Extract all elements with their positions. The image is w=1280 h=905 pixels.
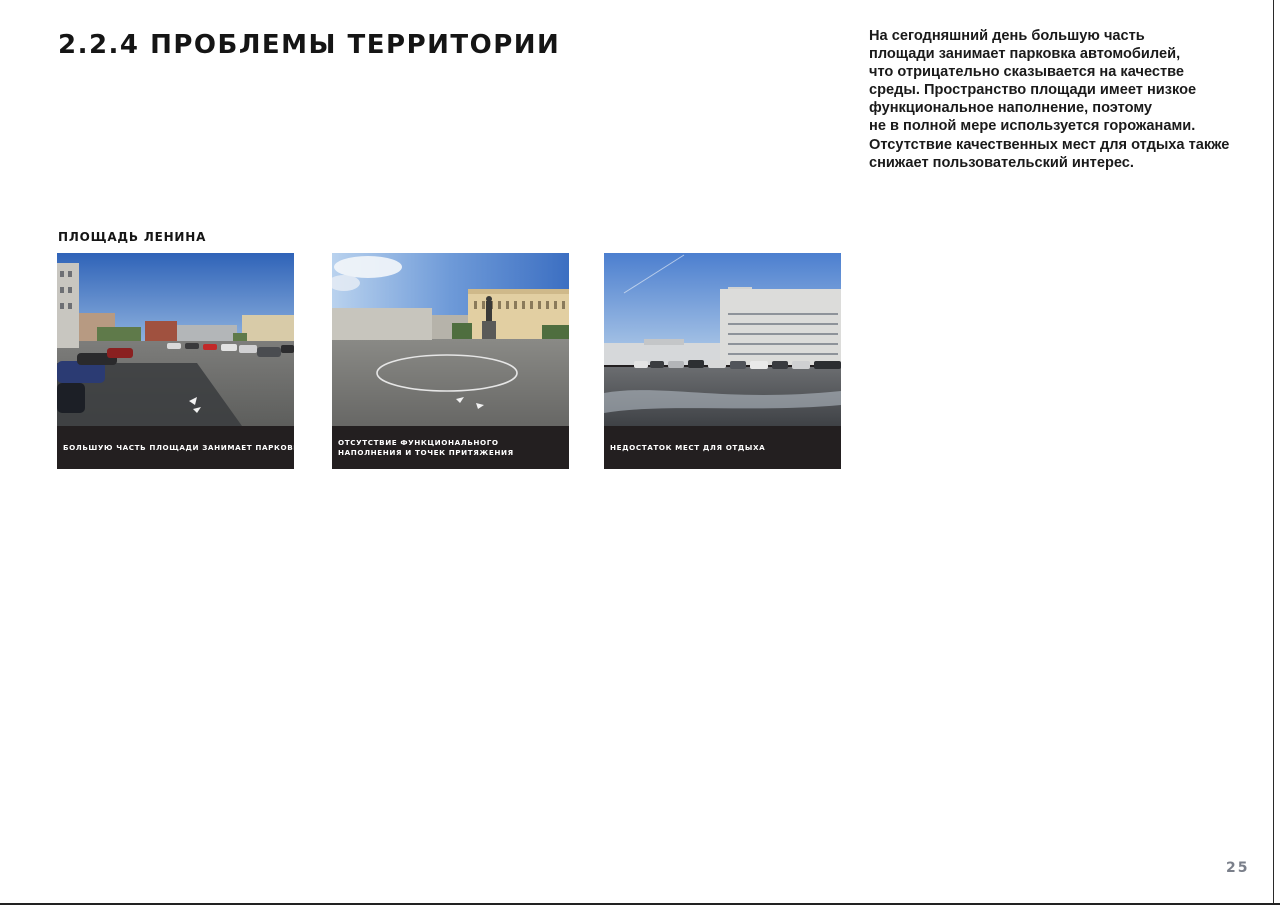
parking-photo (57, 253, 294, 426)
photo-card-square (332, 253, 569, 469)
intro-line: что отрицательно сказывается на качестве (869, 64, 1185, 81)
photo-card-building (604, 253, 841, 469)
photo-caption (63, 426, 306, 469)
intro-line: не в полной мере используется горожанами. (869, 118, 1196, 135)
photo-caption (610, 426, 835, 469)
square-photo (332, 253, 569, 426)
right-edge-rule (1273, 0, 1280, 905)
intro-line: площади занимает парковка автомобилей, (869, 46, 1181, 63)
page-number: 25 (1226, 860, 1250, 876)
section-label: ПЛОЩАДЬ ЛЕНИНА (58, 230, 207, 244)
intro-line: функциональное наполнение, поэтому (869, 100, 1153, 117)
building-photo (604, 253, 841, 426)
photo-card-parking (57, 253, 306, 469)
photo-caption-line: ОТСУТСТВИЕ ФУНКЦИОНАЛЬНОГО (338, 437, 499, 447)
intro-paragraph (869, 27, 1249, 172)
photo-caption-line: НЕДОСТАТОК МЕСТ ДЛЯ ОТДЫХА (610, 442, 766, 452)
photo-caption-line: НАПОЛНЕНИЯ И ТОЧЕК ПРИТЯЖЕНИЯ (338, 447, 514, 457)
intro-line: Отсутствие качественных мест для отдыха также (869, 136, 1230, 153)
page-title: 2.2.4 ПРОБЛЕМЫ ТЕРРИТОРИИ (58, 30, 561, 60)
intro-line: снижает пользовательский интерес. (869, 154, 1134, 171)
photo-caption (338, 426, 563, 469)
photo-caption-line: БОЛЬШУЮ ЧАСТЬ ПЛОЩАДИ ЗАНИМАЕТ ПАРКОВКА (63, 442, 306, 452)
intro-line: На сегодняшний день большую часть (869, 28, 1145, 44)
intro-line: среды. Пространство площади имеет низкое (869, 82, 1197, 99)
